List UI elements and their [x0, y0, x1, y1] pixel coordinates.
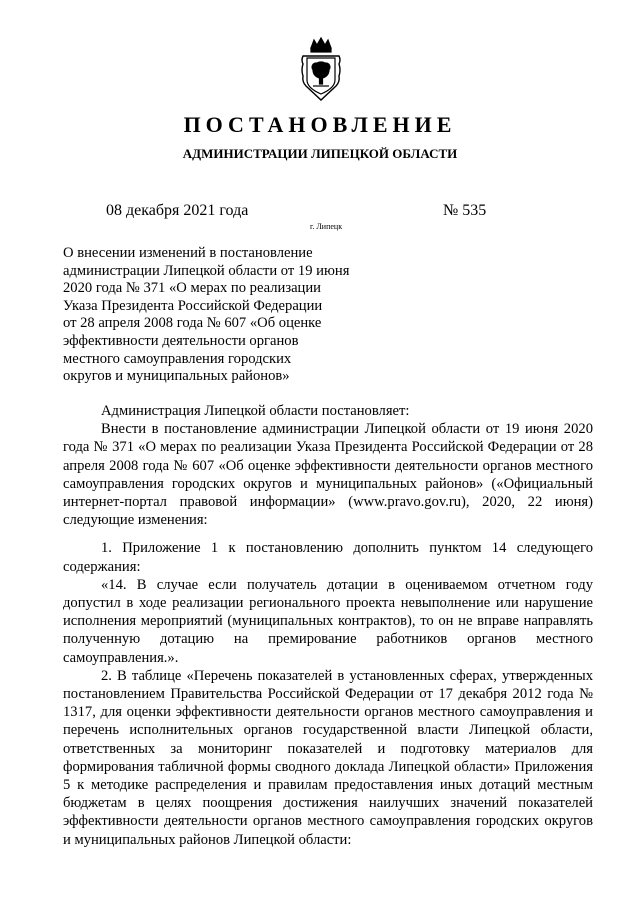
document-place: г. Липецк	[310, 222, 343, 231]
document-title: ПОСТАНОВЛЕНИЕ	[183, 112, 457, 137]
heading-line: 2020 года № 371 «О мерах по реализации	[63, 280, 321, 297]
document-heading	[63, 245, 373, 386]
body-paragraph: 2. В таблице «Перечень показателей в установленных сферах, утвержденных постановлением Правительства Российской Федерации от 17 декабря 2012 года № 1317, для оценки эффективности деятельности органов местного самоуправления и перечень исполнительных органов государственной власти Липецкой области, ответственных за мониторинг показателей и подготовку материалов для формирования табличной формы сводного доклада Липецкой области» Приложения 5 к методике распределения и правилам предоставления иных дотаций местным бюджетам в целях поощрения достижения наилучших значений показателей эффективности деятельности органов местного самоуправления городских округов и муниципальных районов Липецкой области:	[63, 667, 593, 848]
document-subtitle: АДМИНИСТРАЦИИ ЛИПЕЦКОЙ ОБЛАСТИ	[182, 146, 458, 161]
document-number: № 535	[443, 202, 487, 219]
heading-line: эффективности деятельности органов	[63, 332, 299, 349]
heading-line: от 28 апреля 2008 года № 607 «Об оценке	[63, 315, 322, 332]
document-body	[63, 402, 593, 849]
heading-line: О внесении изменений в постановление	[63, 245, 313, 261]
coat-of-arms-icon	[297, 36, 345, 102]
heading-line: Указа Президента Российской Федерации	[63, 297, 323, 314]
heading-line: местного самоуправления городских	[63, 350, 292, 367]
body-paragraph: Внести в постановление администрации Липецкой области от 19 июня 2020 года № 371 «О мерах по реализации Указа Президента Российской Федерации от 28 апреля 2008 года № 607 «Об оценке эффективности деятельности органов местного самоуправления городских округов и муниципальных районов» («Официальный интернет-портал правовой информации» (www.pravo.gov.ru), 2020, 22 июня) следующие изменения:	[63, 421, 593, 529]
heading-line: округов и муниципальных районов»	[63, 368, 290, 385]
body-paragraph: «14. В случае если получатель дотации в оцениваемом отчетном году допустил в ходе реализации регионального проекта невыполнение или нарушение исполнения мероприятий (муниципальных контрактов), то он не вправе направлять полученную дотацию на премирование работников органов местного самоуправления.».	[63, 576, 593, 666]
body-paragraph: Администрация Липецкой области постановляет:	[101, 403, 410, 419]
document-date: 08 декабря 2021 года	[106, 202, 249, 219]
body-paragraph: 1. Приложение 1 к постановлению дополнить пунктом 14 следующего содержания:	[63, 540, 593, 575]
heading-line: администрации Липецкой области от 19 июня	[63, 262, 350, 279]
